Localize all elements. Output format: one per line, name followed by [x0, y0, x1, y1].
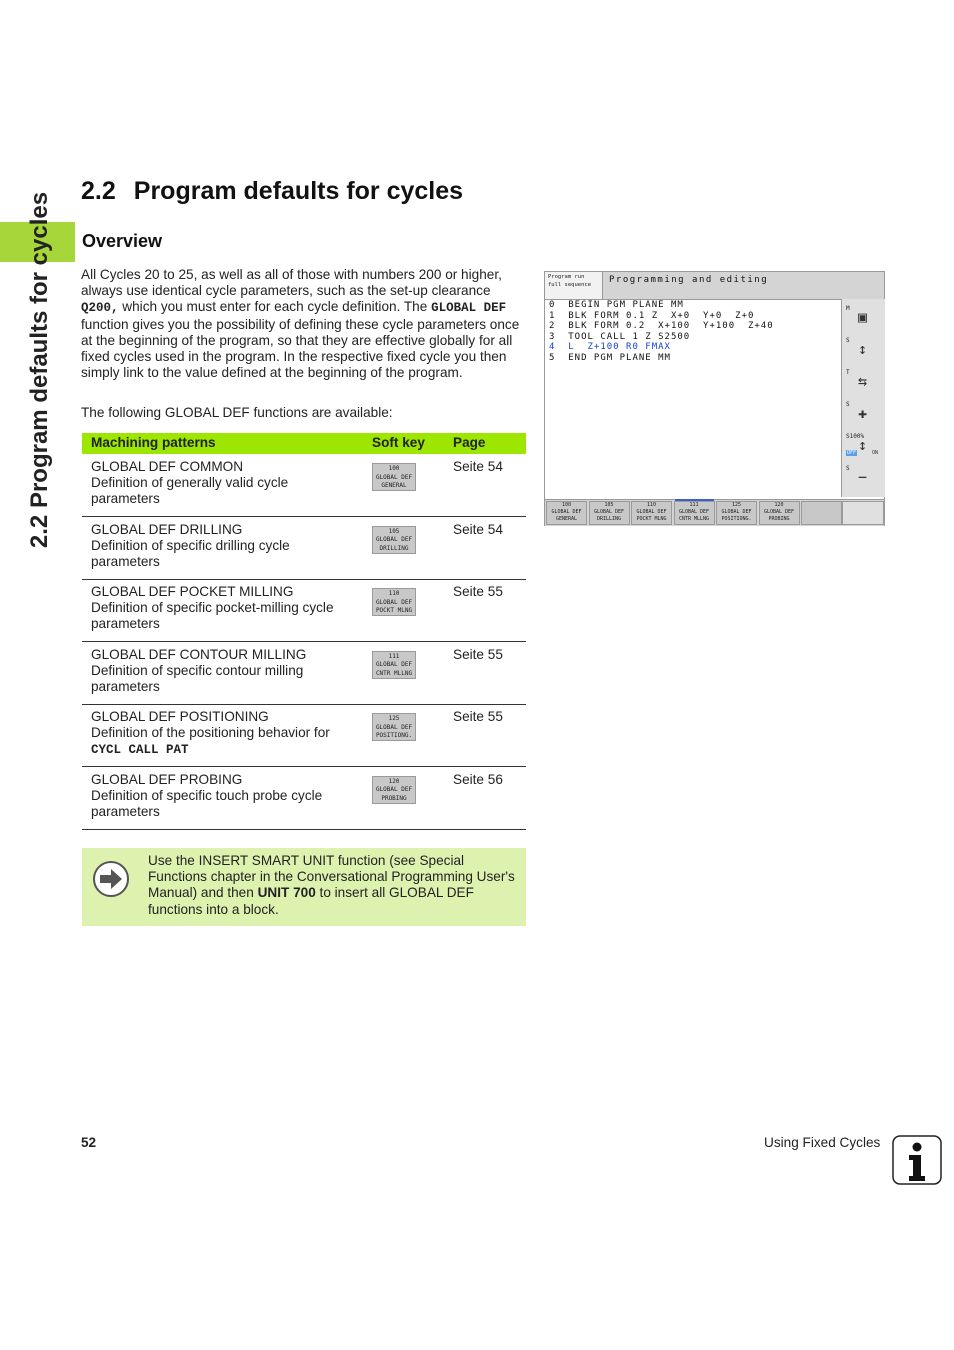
side-button-label: M — [846, 305, 850, 312]
screen-mode-box — [545, 272, 603, 299]
screen-softkey — [546, 501, 587, 525]
softkey-number: 110 — [646, 502, 657, 508]
softkey-line3: PROBING — [381, 794, 407, 802]
arrow-right-icon — [92, 860, 130, 898]
screen-softkey — [674, 501, 715, 525]
overview-heading: Overview — [82, 231, 163, 251]
row-page: Seite 55 — [453, 709, 503, 724]
softkey-number: 120 — [388, 777, 400, 785]
row-function-name: GLOBAL DEF CONTOUR MILLING — [91, 646, 307, 662]
note-text-2: to insert all GLOBAL DEF functions into a block. — [148, 885, 474, 917]
intro-text-3: function gives you the possibility of defining these cycle parameters once at the beginning of the program, so that they are effective globally for all fixed cycles used in the program. In the respective fixed cycle you then simply link to the value defined at the beginning of the program. — [81, 316, 520, 381]
row-function-desc: Definition of generally valid cycle parameters — [91, 475, 289, 506]
screen-side-button — [844, 464, 883, 492]
side-button-icon: − — [858, 468, 868, 486]
softkey-number: 125 — [731, 502, 742, 508]
softkey-line2: GLOBAL DEF — [375, 598, 413, 606]
row-softkey — [372, 713, 416, 741]
softkey-line3: CNTR MLLNG — [375, 669, 413, 677]
screen-side-button — [844, 400, 883, 428]
side-button-label: S — [846, 401, 850, 408]
code-q200: Q200, — [81, 301, 119, 316]
softkey-line3: PROBING — [768, 516, 790, 522]
softkey-line3: POCKT MLNG — [375, 607, 413, 614]
table-row — [82, 767, 526, 830]
row-softkey — [372, 588, 416, 616]
softkey-line3: POSITIONG. — [721, 516, 752, 522]
row-description — [91, 584, 356, 632]
side-button-icon: ↕ — [858, 340, 868, 358]
program-listing — [549, 300, 774, 364]
softkey-line2: GLOBAL DEF — [763, 509, 795, 515]
row-page: Seite 55 — [453, 646, 503, 662]
softkey-line2: GLOBAL DEF — [551, 509, 582, 515]
table-row — [82, 454, 526, 517]
table-header — [82, 433, 526, 454]
row-function-desc: Definition of specific drilling cycle parameters — [91, 537, 290, 569]
softkey-line2: GLOBAL DEF — [375, 661, 413, 668]
softkey-level-indicator — [842, 501, 884, 525]
program-line: 3 TOOL CALL 1 Z S2500 — [549, 331, 691, 342]
side-button-label: S — [846, 337, 850, 344]
screen-mode-line1: Program run — [548, 274, 585, 280]
softkey-line3: GENERAL — [555, 516, 578, 522]
note-box — [82, 848, 526, 926]
footer-title: Using Fixed Cycles — [764, 1135, 881, 1150]
softkey-number: 125 — [388, 715, 400, 722]
softkey-number: 111 — [689, 502, 699, 508]
row-page: Seite 55 — [453, 584, 503, 599]
side-button-icon: ▣ — [858, 308, 868, 326]
softkey-number: 120 — [774, 502, 784, 508]
section-title-text: Program defaults for cycles — [133, 177, 464, 205]
row-function-name: GLOBAL DEF PROBING — [91, 771, 243, 787]
table-row — [82, 704, 526, 767]
softkey-line3: POCKT MLNG — [636, 516, 667, 522]
softkey-line2: GLOBAL DEF — [375, 786, 413, 793]
softkey-line3: DRILLING — [596, 516, 622, 522]
table-row — [82, 642, 526, 705]
screen-side-softkeys — [841, 299, 885, 497]
col-soft-key: Soft key — [372, 435, 425, 450]
softkey-line2: GLOBAL DEF — [375, 536, 413, 543]
row-softkey — [372, 463, 416, 491]
row-function-name: GLOBAL DEF COMMON — [91, 459, 244, 474]
screen-softkey — [589, 501, 630, 525]
row-code: CYCL CALL PAT — [91, 743, 189, 757]
note-text-1: Use the INSERT SMART UNIT function (see Special Functions chapter in the Conversational Programming User's Manual) and then — [148, 853, 515, 901]
softkey-line2: GLOBAL DEF — [636, 509, 667, 515]
note-unit-700: UNIT 700 — [257, 885, 316, 901]
screen-side-button — [844, 368, 883, 396]
screen-softkey — [801, 501, 842, 525]
side-button-icon: ⇆ — [858, 372, 868, 390]
softkey-number: 105 — [604, 502, 614, 508]
program-line: 0 BEGIN PGM PLANE MM — [549, 300, 684, 310]
row-softkey — [372, 776, 416, 804]
intro-text-1: All Cycles 20 to 25, as well as all of those with numbers 200 or higher, always use identical cycle parameters, such as the set-up clearance — [81, 267, 502, 299]
table-row — [82, 579, 526, 642]
program-line: 5 END PGM PLANE MM — [549, 352, 671, 363]
row-page: Seite 54 — [453, 521, 503, 537]
row-description — [91, 772, 356, 820]
softkey-line2: GLOBAL DEF — [375, 723, 413, 731]
softkey-line2: GLOBAL DEF — [721, 509, 752, 515]
screen-side-button — [844, 336, 883, 364]
side-button-label: S — [846, 465, 850, 472]
softkey-line2: GLOBAL DEF — [593, 509, 625, 515]
row-function-desc: Definition of the positioning behavior for — [91, 725, 330, 740]
chapter-side-label: 2.2 Program defaults for cycles — [26, 191, 53, 549]
col-machining-patterns: Machining patterns — [91, 435, 216, 450]
screen-softkey — [716, 501, 757, 525]
table-row — [82, 517, 526, 580]
softkey-line2: GLOBAL DEF — [375, 473, 413, 481]
softkey-number: 100 — [561, 502, 572, 508]
screen-softkey-row — [545, 499, 884, 526]
row-function-desc: Definition of specific contour milling parameters — [91, 662, 304, 694]
screen-softkey — [631, 501, 672, 525]
section-title — [81, 177, 463, 206]
program-line: 2 BLK FORM 0.2 X+100 Y+100 Z+40 — [549, 321, 774, 332]
softkey-line3: CNTR MLLNG — [678, 516, 710, 522]
row-function-desc: Definition of specific pocket-milling cycle parameters — [91, 600, 334, 631]
side-button-label: T — [846, 369, 850, 376]
code-global-def: GLOBAL DEF — [431, 301, 507, 316]
side-button-icon: ✚ — [858, 404, 868, 422]
softkey-number: 110 — [388, 590, 400, 597]
row-page: Seite 56 — [453, 771, 503, 787]
screen-side-button — [844, 304, 883, 332]
side-button-icon: ↕ — [858, 436, 868, 454]
on-label: ON — [872, 450, 879, 456]
off-switch: OFF — [847, 450, 857, 456]
row-function-desc: Definition of specific touch probe cycle parameters — [91, 787, 323, 819]
row-softkey — [372, 526, 416, 554]
softkey-line3: DRILLING — [379, 544, 409, 552]
page-number: 52 — [81, 1135, 97, 1150]
row-description — [91, 709, 356, 758]
section-number: 2.2 — [81, 177, 116, 205]
softkey-line3: GENERAL — [381, 482, 407, 489]
softkey-number: 100 — [388, 465, 400, 472]
screen-mode-line2: full sequence — [548, 281, 592, 288]
softkey-number: 105 — [388, 527, 400, 535]
row-description — [91, 647, 356, 695]
screen-header — [545, 272, 884, 300]
softkey-line2: GLOBAL DEF — [678, 509, 710, 515]
intro-text-2: which you must enter for each cycle definition. The — [118, 299, 432, 315]
softkey-number: 111 — [388, 652, 400, 660]
note-text — [148, 853, 518, 918]
side-button-label: S100% — [846, 433, 865, 440]
info-icon — [892, 1135, 944, 1187]
softkey-selected-marker — [675, 499, 714, 501]
col-page: Page — [453, 435, 486, 450]
row-page: Seite 54 — [453, 459, 503, 474]
intro-paragraph — [81, 267, 527, 381]
row-softkey — [372, 651, 416, 679]
row-function-name: GLOBAL DEF POCKET MILLING — [91, 584, 294, 599]
control-screenshot — [544, 271, 885, 526]
softkey-line3: POSITIONG. — [375, 732, 413, 739]
screen-title: Programming and editing — [609, 275, 769, 285]
screen-side-button — [844, 432, 883, 460]
program-line: 4 L Z+100 R0 FMAX — [549, 342, 671, 353]
row-description — [91, 522, 356, 570]
row-description — [91, 459, 356, 507]
row-function-name: GLOBAL DEF POSITIONING — [91, 709, 269, 724]
screen-softkey — [759, 501, 800, 525]
following-text: The following GLOBAL DEF functions are available: — [81, 405, 393, 420]
program-line: 1 BLK FORM 0.1 Z X+0 Y+0 Z+0 — [549, 310, 755, 321]
row-function-name: GLOBAL DEF DRILLING — [91, 521, 243, 537]
